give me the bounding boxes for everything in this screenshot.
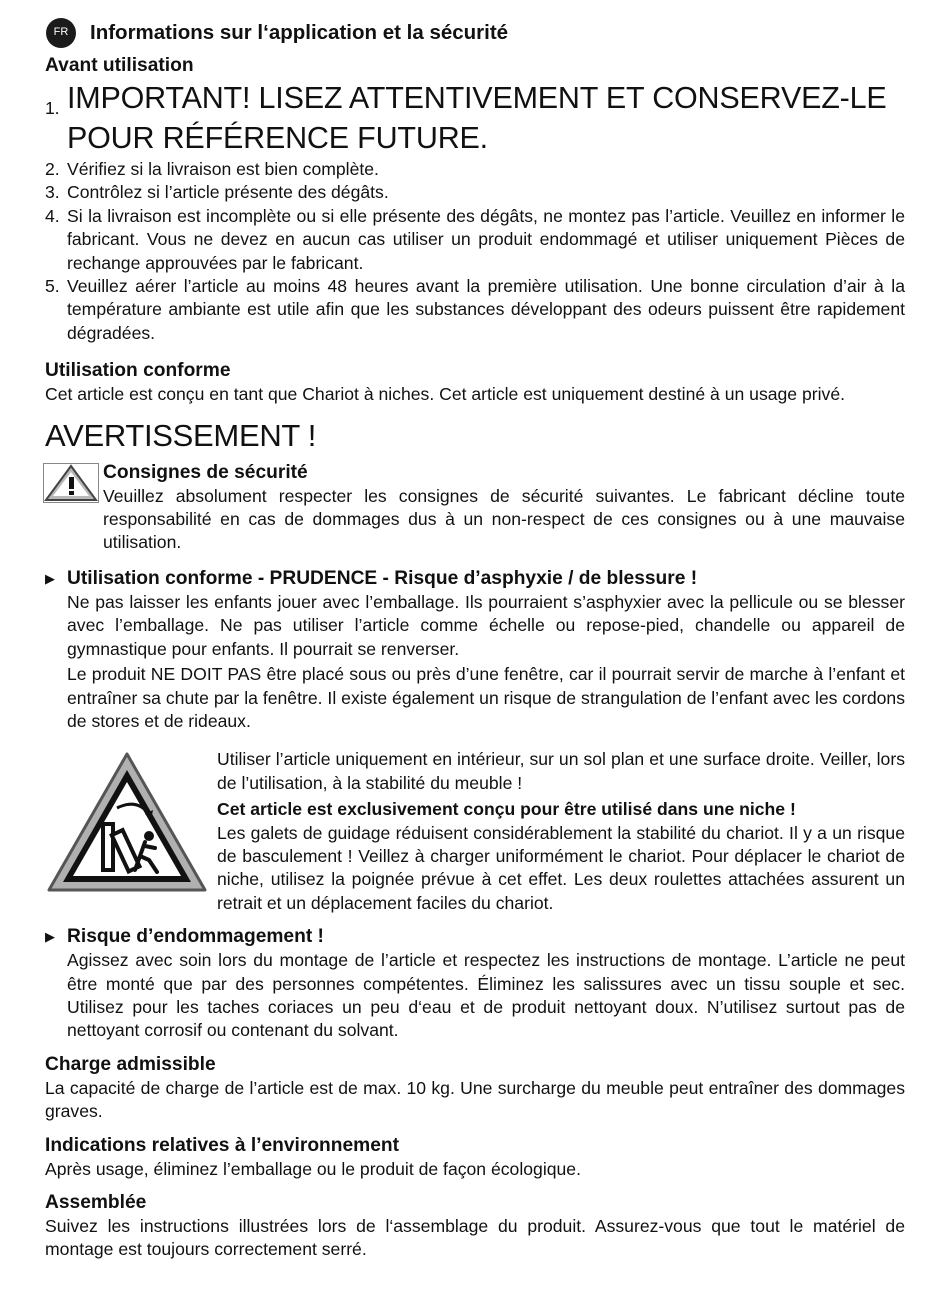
list-item: 4. Si la livraison est incomplète ou si elle présente des dégâts, ne montez pas l’article. Veuillez en informer le fabricant. Vous ne devez en aucun cas utiliser un produit endommagé et utiliser uniquement Pièces de rechange approuvées par le fabricant.: [45, 205, 905, 273]
charge-text: La capacité de charge de l’article est de max. 10 kg. Une surcharge du meuble peut entraîner des dommages graves.: [45, 1077, 905, 1122]
prudence-heading: Utilisation conforme - PRUDENCE - Risque d’asphyxie / de blessure !: [67, 567, 698, 589]
list-item: 2. Vérifiez si la livraison est bien complète.: [45, 159, 379, 179]
tip-over-warning-icon: [45, 748, 209, 896]
list-item: 3. Contrôlez si l’article présente des dégâts.: [45, 182, 389, 203]
charge-heading: Charge admissible: [45, 1053, 216, 1075]
prudence-block: [45, 567, 905, 733]
triangle-bullet-icon: ▶: [45, 929, 55, 945]
tip-over-image: [45, 748, 217, 898]
prudence-text-1: Ne pas laisser les enfants jouer avec l’emballage. Ils pourraient s’asphyxier avec la pellicule ou se blesser avec l’emballage. Ne pas utiliser l’article comme échelle ou repose-pied, chandelle ou appareil de gymnastique pour enfants. Il pourrait se renverser.: [67, 591, 905, 659]
assemblee-heading: Assemblée: [45, 1192, 147, 1213]
avant-heading: Avant utilisation: [45, 55, 194, 76]
consignes-block: [45, 461, 905, 555]
section-header: [45, 18, 905, 48]
tip-text-3: Les galets de guidage réduisent considérablement la stabilité du chariot. Il y a un risque de basculement ! Veillez à charger uniformément le chariot. Pour déplacer le chariot de niche, utilisez la poignée prévue à cet effet. Les deux roulettes attachées assurent un retrait et un déplacement faciles du chariot.: [217, 822, 905, 913]
tip-text-2: Cet article est exclusivement conçu pour être utilisé dans une niche !: [217, 799, 796, 820]
page-title: Informations sur l‘application et la sécurité: [90, 21, 509, 45]
conforme-text: Cet article est conçu en tant que Chariot à niches. Cet article est uniquement destiné à un usage privé.: [45, 384, 846, 405]
environnement-heading: Indications relatives à l’environnement: [45, 1134, 400, 1156]
tip-text-1: Utiliser l’article uniquement en intérieur, sur un sol plan et une surface droite. Veiller, lors de l’utilisation, à la stabilité du meuble !: [217, 749, 905, 793]
consignes-heading: Consignes de sécurité: [103, 461, 308, 483]
consignes-text: Veuillez absolument respecter les consignes de sécurité suivantes. Le fabricant décline toute responsabilité en cas de dommages dus à un non-respect de ces consignes ou à une mauvaise utilisation.: [103, 485, 905, 553]
avertissement-title: AVERTISSEMENT !: [45, 417, 317, 453]
endommagement-text: Agissez avec soin lors du montage de l’article et respectez les instructions de montage. L’article ne peut être monté que par des personnes compétentes. Éliminez les salissures avec un tissu souple et sec. Utilisez pour les taches coriaces un peu d‘eau et de produit nettoyant doux. N’utilisez surtout pas de nettoyant corrosif ou contenant du solvant.: [67, 950, 905, 1041]
list-item: 5. Veuillez aérer l’article au moins 48 heures avant la première utilisation. Une bonne circulation d’air à la température ambiante est utile afin que les substances développant des odeurs puissent être rapidement dégradées.: [45, 276, 905, 343]
triangle-bullet-icon: ▶: [45, 570, 55, 586]
list-item: 1. IMPORTANT! LISEZ ATTENTIVEMENT ET CONSERVEZ-LE POUR RÉFÉRENCE FUTURE.: [45, 81, 887, 155]
prudence-text-2: Le produit NE DOIT PAS être placé sous ou près d’une fenêtre, car il pourrait servir de marche à l’enfant et entraîner sa chute par la fenêtre. Il existe également un risque de strangulation de l’enfant avec les cordons de stores et de rideaux.: [67, 664, 905, 731]
manual-page: [45, 18, 905, 1262]
conforme-heading: Utilisation conforme: [45, 360, 231, 382]
exclamation-warning-icon: [43, 463, 99, 503]
tip-over-block: [45, 748, 905, 915]
endommagement-block: [45, 925, 905, 1043]
avant-list: [45, 78, 905, 345]
endommagement-heading: Risque d’endommagement !: [67, 926, 324, 948]
environnement-text: Après usage, éliminez l’emballage ou le produit de façon écologique.: [45, 1158, 581, 1179]
assemblee-text: Suivez les instructions illustrées lors de l‘assemblage du produit. Assurez-vous que tout le matériel de montage est toujours correctement serré.: [45, 1216, 905, 1260]
language-badge: FR: [46, 18, 76, 48]
